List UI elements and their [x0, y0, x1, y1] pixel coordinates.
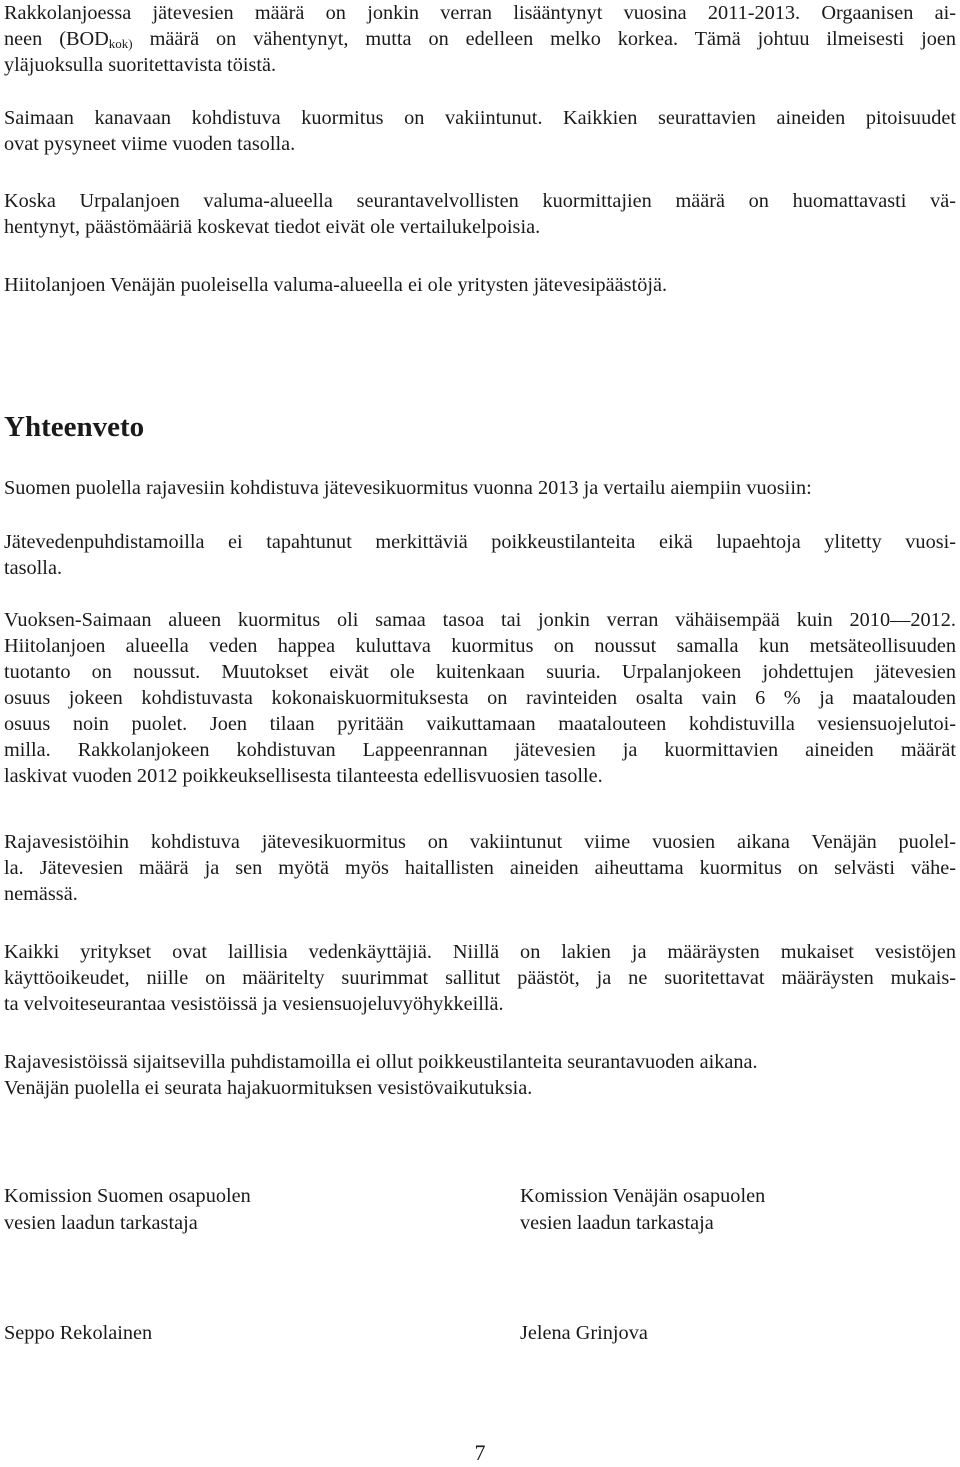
- text-line: ta velvoiteseurantaa vesistöissä ja vesiensuojeluvyöhykkeillä.: [4, 993, 504, 1015]
- text-fragment: neen (BOD: [4, 28, 109, 50]
- text-line: osuus jokeen kohdistuvasta kokonaiskuormituksesta on ravinteiden osalta vain 6 % ja maatalouden: [4, 687, 956, 709]
- text-line: Rajavesistöissä sijaitsevilla puhdistamoilla ei ollut poikkeustilanteita seurantavuoden aikana.: [4, 1051, 758, 1073]
- text-line: Vuoksen-Saimaan alueen kuormitus oli samaa tasoa tai jonkin verran vähäisempää kuin 2010—2012.: [4, 609, 956, 631]
- text-line: la. Jätevesien määrä ja sen myötä myös haitallisten aineiden aiheuttama kuormitus on selvästi vähe-: [4, 857, 956, 879]
- text-line: Koska Urpalanjoen valuma-alueella seurantavelvollisten kuormittajien määrä on huomattavasti vä-: [4, 190, 956, 212]
- paragraph-hiitolanjoki: Hiitolanjoen Venäjän puoleisella valuma-alueella ei ole yritysten jätevesipäästöjä.: [4, 274, 668, 296]
- signature-role: vesien laadun tarkastaja: [520, 1212, 714, 1234]
- text-line: laskivat vuoden 2012 poikkeuksellisesta tilanteesta edellisvuosien tasolle.: [4, 765, 603, 787]
- signature-block-russia: [520, 1183, 765, 1237]
- text-line: tuotanto on noussut. Muutokset eivät ole kuitenkaan suuria. Urpalanjokeen johdettujen jätevesien: [4, 661, 956, 683]
- paragraph-saimaa-canal: [4, 105, 956, 157]
- text-line: ovat pysyneet viime vuoden tasolla.: [4, 133, 296, 155]
- signature-title: Komission Suomen osapuolen: [4, 1185, 251, 1207]
- paragraph-urpalanjoki: [4, 188, 956, 240]
- text-line: Venäjän puolella ei seurata hajakuormituksen vesistövaikutuksia.: [4, 1077, 533, 1099]
- signature-role: vesien laadun tarkastaja: [4, 1212, 198, 1234]
- text-line: Hiitolanjoen alueella veden happea kuluttava kuormitus on noussut samalla kun metsäteollisuuden: [4, 635, 956, 657]
- paragraph-vuoksi-saimaa: [4, 607, 956, 789]
- text-line: milla. Rakkolanjokeen kohdistuvan Lappeenrannan jätevesien ja kuormittavien aineiden määrät: [4, 739, 956, 761]
- text-line: Rakkolanjoessa jätevesien määrä on jonkin verran lisääntynyt vuosina 2011-2013. Orgaanisen ai-: [4, 2, 956, 24]
- section-heading: Yhteenveto: [4, 411, 145, 443]
- paragraph-companies: [4, 939, 956, 1017]
- text-line: nemässä.: [4, 883, 78, 905]
- signatory-name-russia: Jelena Grinjova: [520, 1322, 648, 1344]
- page-number: 7: [474, 1440, 486, 1465]
- paragraph-treatment-plants: [4, 529, 956, 581]
- text-line: käyttöoikeudet, niille on määritelty suurimmat sallitut päästöt, ja ne suoritettavat määräysten mukais-: [4, 967, 956, 989]
- text-line: [4, 26, 956, 52]
- text-fragment: määrä on vähentynyt, mutta on edelleen melko korkea. Tämä johtuu ilmeisesti joen: [132, 28, 957, 50]
- signature-block-finland: [4, 1183, 251, 1237]
- subscript: kok): [108, 36, 133, 51]
- paragraph-russian-side: [4, 829, 956, 907]
- text-line: Jätevedenpuhdistamoilla ei tapahtunut merkittäviä poikkeustilanteita eikä lupaehtoja ylitetty vuosi-: [4, 531, 956, 553]
- text-line: Saimaan kanavaan kohdistuva kuormitus on vakiintunut. Kaikkien seurattavien aineiden pitoisuudet: [4, 107, 956, 129]
- text-line: hentynyt, päästömääriä koskevat tiedot eivät ole vertailukelpoisia.: [4, 216, 541, 238]
- text-line: osuus noin puolet. Joen tilaan pyritään vaikuttamaan maatalouteen kohdistuvilla vesiensuojelutoi-: [4, 713, 956, 735]
- signature-title: Komission Venäjän osapuolen: [520, 1185, 766, 1207]
- text-line: Kaikki yritykset ovat laillisia vedenkäyttäjiä. Niillä on lakien ja määräysten mukaiset vesistöjen: [4, 941, 956, 963]
- paragraph-monitoring: [4, 1049, 956, 1101]
- text-line: Rajavesistöihin kohdistuva jätevesikuormitus on vakiintunut viime vuosien aikana Venäjän puolel-: [4, 831, 956, 853]
- signatory-name-finland: Seppo Rekolainen: [4, 1322, 153, 1344]
- paragraph-rakkolanjoki: [4, 0, 956, 78]
- summary-intro: Suomen puolella rajavesiin kohdistuva jätevesikuormitus vuonna 2013 ja vertailu aiempiin vuosiin:: [4, 477, 812, 499]
- text-line: yläjuoksulla suoritettavista töistä.: [4, 54, 277, 76]
- text-line: tasolla.: [4, 557, 63, 579]
